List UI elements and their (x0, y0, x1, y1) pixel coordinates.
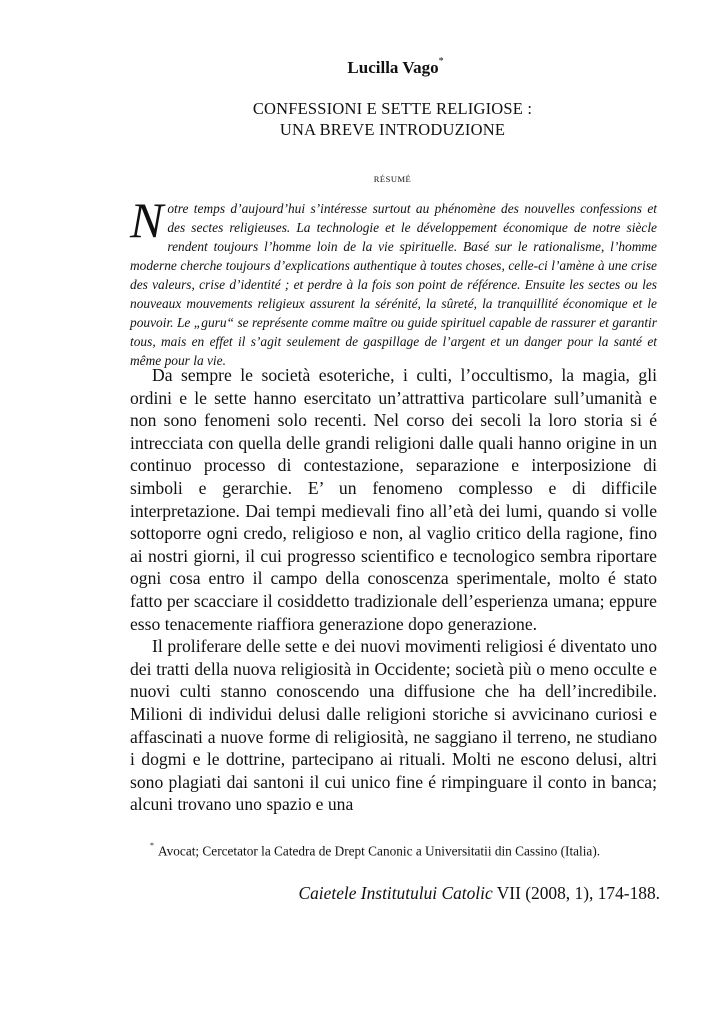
drop-cap: N (130, 192, 164, 248)
title-line-1: CONFESSIONI E SETTE RELIGIOSE : (252, 99, 533, 118)
body-text (130, 364, 657, 816)
footnote-mark: * (150, 841, 154, 850)
footnote (130, 843, 657, 859)
paper-title (130, 98, 655, 140)
footnote-text: Avocat; Cercetator la Catedra de Drept Canonic a Universitatii din Cassino (Italia). (158, 843, 601, 859)
author-footnote-mark: * (438, 56, 444, 68)
body-paragraph-2: Il proliferare delle sette e dei nuovi movimenti religiosi é diventato uno dei tratti della nuova religiosità in Occidente; società più o meno occulte e nuovi culti stanno conoscendo una diffusione che ha dell’incredibile. Milioni di individui delusi dalle religioni storiche si avvicinano curiosi e affascinati a nuove forme di religiosità, ne saggiano il terreno, ne studiano i dogmi e le dottrine, partecipano ai rituali. Molti ne escono delusi, altri sono plagiati dai santoni il cui unico fine é rimpinguare il conto in banca; alcuni trovano uno spazio e una (130, 636, 657, 815)
abstract-text: otre temps d’aujourd’hui s’intéresse surtout au phénomène des nouvelles confessions et des sectes religieuses. La technologie et le développement économique de notre siècle rendent toujours l’homme loin de la vie spirituelle. Basé sur le rationalisme, l’homme moderne cherche toujours d’explications authentique à toutes choses, celle-ci l’amène à une crise des valeurs, crise d’identité ; et perdre à la fois son point de référence. Ensuite les sectes ou les nouveaux mouvements religieux assurent la sérénité, la sûreté, la tranquillité économique et le pouvoir. Le „guru“ se représente comme maître ou guide spirituel capable de rassurer et garantir tous, mais en effet il s’agit seulement de gaspillage de l’argent et un danger pour la santé et même pour la vie. (130, 201, 657, 368)
author-name: Lucilla Vago (347, 58, 439, 77)
resume-heading: RÉSUMÉ (373, 174, 412, 184)
journal-citation (130, 883, 660, 904)
journal-name: Caietele Institutului Catolic (298, 883, 493, 903)
journal-volume: VII (2008, 1), 174-188. (496, 883, 660, 903)
title-line-2: UNA BREVE INTRODUZIONE (279, 120, 506, 139)
body-paragraph-1: Da sempre le società esoteriche, i culti, l’occultismo, la magia, gli ordini e le sette hanno esercitato un’attrattiva particolare sull’umanità e non sono fenomeni solo recenti. Nel corso dei secoli la loro storia si é intrecciata con quella delle grandi religioni dalle quali hanno origine in un continuo processo di contestazione, separazione e interposizione di simboli e gerarchie. E’ un fenomeno complesso e di difficile interpretazione. Dai tempi medievali fino all’età dei lumi, quando si volle sottoporre ogni credo, religioso e non, al vaglio critico della ragione, fino ai nostri giorni, il cui progresso scientifico e tecnologico sembra riportare ogni cosa entro il campo della conoscenza sperimentale, molto é stato fatto per scacciare il cosiddetto tradizionale dell’esperienza umana; eppure esso tenacemente riaffiora generazione dopo generazione. (130, 365, 657, 634)
abstract (130, 192, 657, 370)
author-line (0, 58, 725, 78)
